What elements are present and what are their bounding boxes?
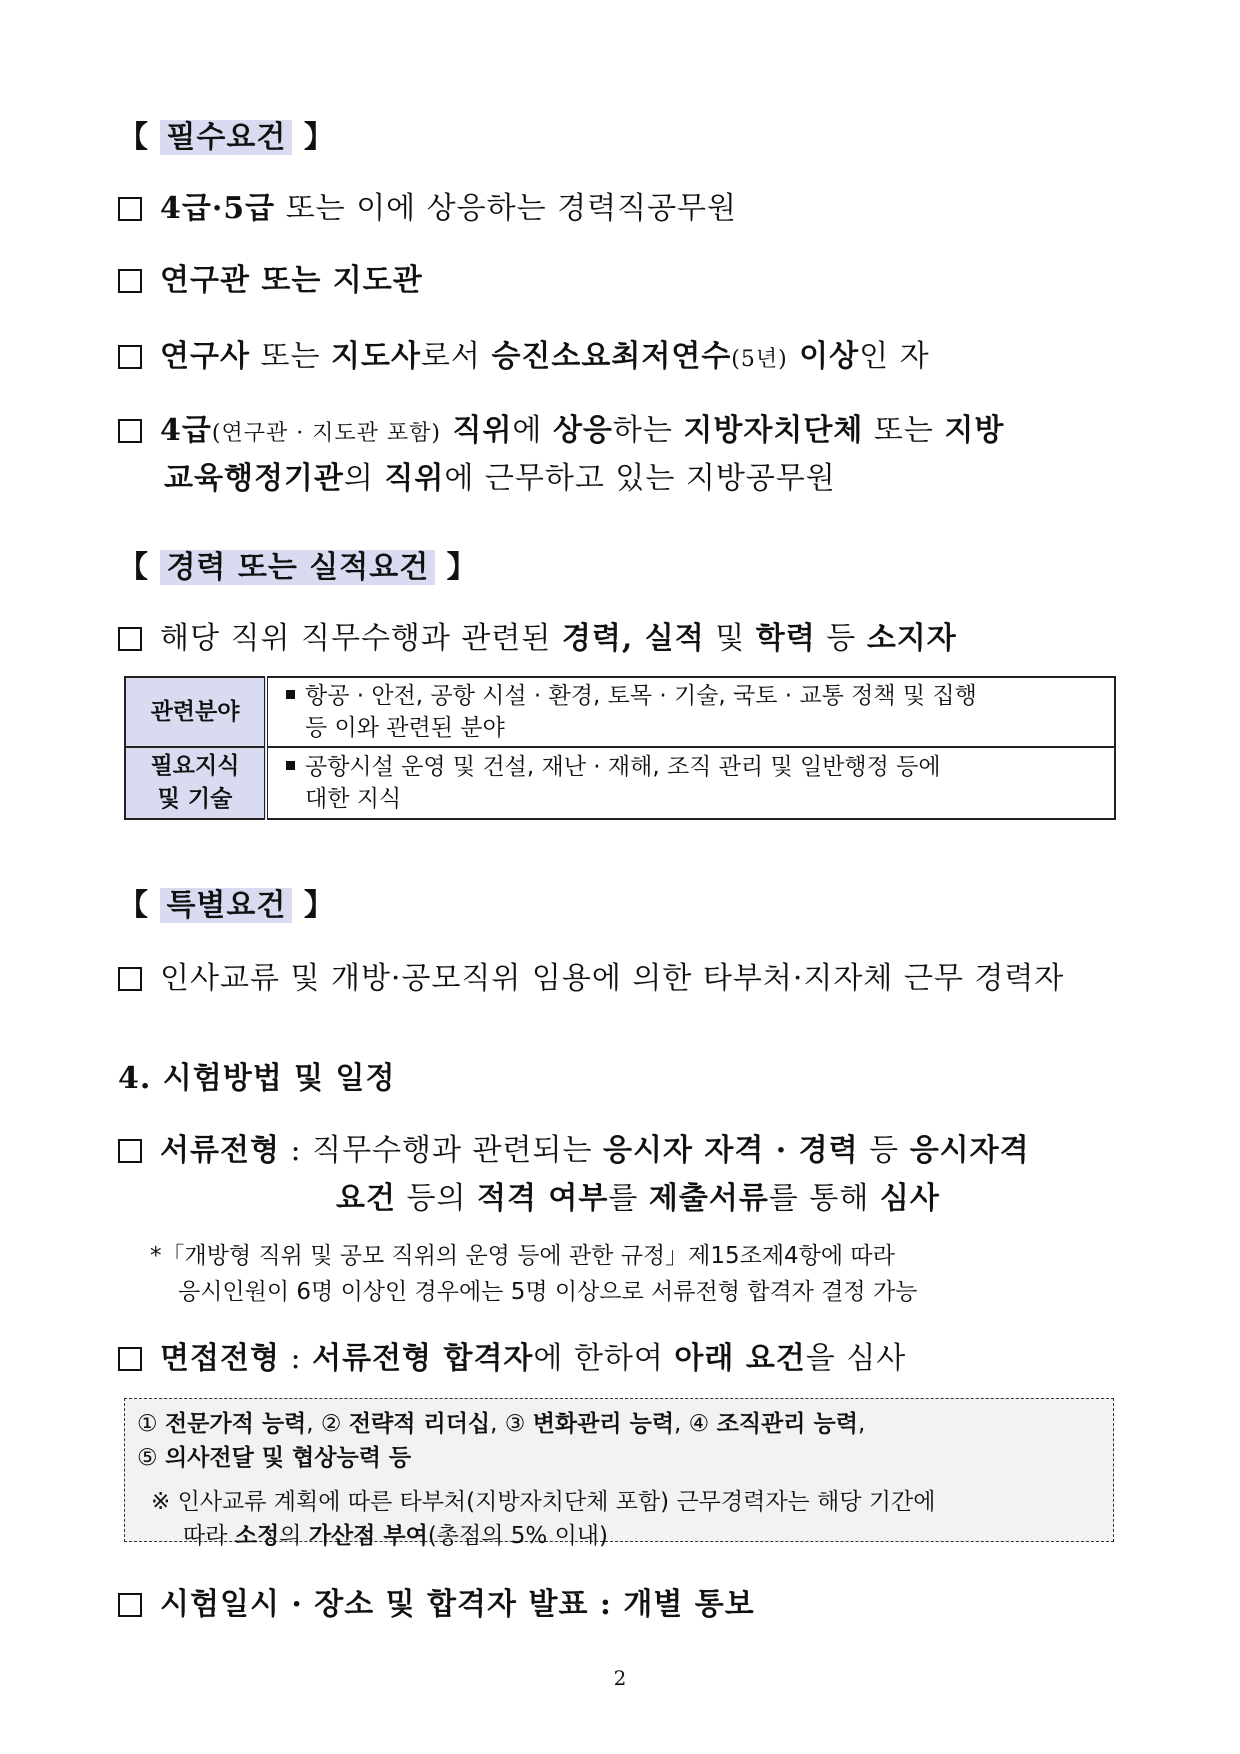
text: 의 xyxy=(343,461,385,496)
bold-text: 면접전형 xyxy=(160,1341,280,1376)
checkbox-icon xyxy=(118,1347,142,1371)
bold-text: 응시자격 xyxy=(909,1133,1030,1168)
bold-text: 조직관리 능력 xyxy=(716,1411,858,1437)
schedule-item xyxy=(118,1582,755,1628)
text: , xyxy=(857,1411,866,1437)
criteria-line-2 xyxy=(137,1441,1101,1475)
checkbox-icon xyxy=(118,1139,142,1163)
table-label-field xyxy=(125,677,266,747)
section-heading-exam: 4. 시험방법 및 일정 xyxy=(118,1061,396,1096)
bold-text: 지방 xyxy=(944,413,1005,448)
footnote-line-1: *「개방형 직위 및 공모 직위의 운영 등에 관한 규정」제15조제4항에 따라 xyxy=(150,1243,895,1269)
text: 따라 xyxy=(183,1523,235,1549)
interview-criteria-box xyxy=(124,1398,1114,1549)
checkbox-icon xyxy=(118,1593,142,1617)
text: 에 근무하고 있는 지방공무원 xyxy=(444,461,836,496)
special-item xyxy=(118,956,1064,1002)
bold-text: 학력 xyxy=(755,621,816,656)
bold-text: 의사전달 및 협상능력 등 xyxy=(164,1445,412,1471)
label-text: 및 기술 xyxy=(157,786,233,812)
text: , ④ xyxy=(674,1411,717,1437)
label-text: 관련분야 xyxy=(150,698,240,725)
section-heading-special: 【 특별요건 】 xyxy=(118,888,335,923)
table-value-skills xyxy=(266,747,1115,819)
bold-text: 응시자 자격 · 경력 xyxy=(603,1133,859,1168)
bullet-icon xyxy=(286,690,295,699)
career-item xyxy=(118,616,957,662)
value-text: 대한 지식 xyxy=(305,786,402,812)
text: 등의 xyxy=(395,1181,478,1216)
text: 등 xyxy=(858,1133,910,1168)
document-screening xyxy=(118,1128,1030,1174)
text: 을 심사 xyxy=(805,1341,907,1376)
required-item-3 xyxy=(118,334,930,383)
table-row xyxy=(125,747,1115,819)
checkbox-icon xyxy=(118,967,142,991)
text: , ③ xyxy=(490,1411,533,1437)
value-text: 등 이와 관련된 분야 xyxy=(305,715,505,741)
text: 인사교류 및 개방·공모직위 임용에 의한 타부처·지자체 근무 경력자 xyxy=(160,961,1065,996)
bold-text: 승진소요최저연수 xyxy=(491,339,732,374)
bold-text: 상응 xyxy=(552,413,613,448)
bold-text: 아래 요건 xyxy=(674,1341,806,1376)
checkbox-icon xyxy=(118,345,142,369)
criteria-note-line-2 xyxy=(137,1519,1101,1553)
text: : 직무수행과 관련되는 xyxy=(279,1133,603,1168)
text: 로서 xyxy=(420,339,492,374)
bold-text: 소지자 xyxy=(866,621,957,656)
text: 에 xyxy=(512,413,553,448)
label-text: 필요지식 xyxy=(150,753,240,779)
bold-text: 교육행정기관 xyxy=(164,461,344,496)
small-text: (5년) xyxy=(731,347,788,372)
text: 인 자 xyxy=(859,339,930,374)
bold-text: 서류전형 합격자 xyxy=(312,1341,534,1376)
value-line xyxy=(286,680,1100,712)
required-item-2 xyxy=(118,258,423,304)
criteria-note-line-1: ※ 인사교류 계획에 따른 타부처(지방자치단체 포함) 근무경력자는 해당 기간에 xyxy=(151,1489,936,1515)
text: ⑤ xyxy=(137,1445,165,1471)
text: : xyxy=(279,1341,313,1376)
bullet-icon xyxy=(286,761,295,770)
interview-screening xyxy=(118,1336,906,1382)
heading-text: 경력 또는 실적요건 xyxy=(160,550,435,585)
bold-text: 전략적 리더십 xyxy=(348,1411,491,1437)
text: 의 xyxy=(279,1523,309,1549)
value-line xyxy=(286,783,1100,815)
text: 를 xyxy=(608,1181,649,1216)
bold-text: 경력, 실적 xyxy=(561,621,705,656)
criteria-line-1 xyxy=(137,1407,1101,1441)
checkbox-icon xyxy=(118,419,142,443)
bold-text: 연구관 또는 지도관 xyxy=(160,263,423,298)
table-label-skills xyxy=(125,747,266,819)
required-item-4 xyxy=(118,408,1004,457)
bold-text: 제출서류 xyxy=(648,1181,769,1216)
checkbox-icon xyxy=(118,627,142,651)
spacer xyxy=(137,1475,1101,1485)
bold-text: 전문가적 능력 xyxy=(164,1411,307,1437)
text: 및 xyxy=(704,621,756,656)
text: 에 한하여 xyxy=(533,1341,675,1376)
value-line xyxy=(286,712,1100,744)
checkbox-icon xyxy=(118,269,142,293)
heading-text: 특별요건 xyxy=(160,888,292,923)
text: 또는 이에 상응하는 경력직공무원 xyxy=(275,191,738,226)
required-item-1 xyxy=(118,186,737,232)
heading-text: 필수요건 xyxy=(160,120,292,155)
text: 또는 xyxy=(863,413,945,448)
value-line xyxy=(286,751,1100,783)
text: (총점의 5% 이내) xyxy=(427,1523,608,1549)
value-text: 항공 · 안전, 공항 시설 · 환경, 토목 · 기술, 국토 · 교통 정책 및 집행 xyxy=(305,683,977,709)
text: ① xyxy=(137,1411,165,1437)
bold-text: 시험일시 · 장소 및 합격자 발표 : 개별 통보 xyxy=(160,1587,755,1622)
table-value-field xyxy=(266,677,1115,747)
requirements-table xyxy=(124,676,1116,820)
bold-text: 연구사 xyxy=(160,339,250,374)
bold-text: 이상 xyxy=(787,339,860,374)
footnote-line-2: 응시인원이 6명 이상인 경우에는 5명 이상으로 서류전형 합격자 결정 가능 xyxy=(178,1279,918,1305)
bold-text: 지도사 xyxy=(331,339,421,374)
text: , ② xyxy=(306,1411,349,1437)
text: 를 통해 xyxy=(768,1181,880,1216)
required-item-4-continued xyxy=(164,456,836,502)
document-screening-continued xyxy=(336,1176,940,1222)
section-heading-required: 【 필수요건 】 xyxy=(118,120,335,155)
bold-text: 직위 xyxy=(384,461,445,496)
bold-text: 소정 xyxy=(234,1523,280,1549)
bold-text: 가산점 부여 xyxy=(308,1523,428,1549)
bold-text: 변화관리 능력 xyxy=(532,1411,675,1437)
bold-text: 심사 xyxy=(879,1181,940,1216)
text: 등 xyxy=(815,621,867,656)
value-text: 공항시설 운영 및 건설, 재난 · 재해, 조직 관리 및 일반행정 등에 xyxy=(305,754,941,780)
page-number: 2 xyxy=(613,1666,627,1690)
bold-text: 서류전형 xyxy=(160,1133,280,1168)
bold-text: 직위 xyxy=(441,413,513,448)
bold-text: 4급·5급 xyxy=(160,191,276,226)
bold-text: 4급 xyxy=(160,413,212,448)
bold-text: 적격 여부 xyxy=(477,1181,609,1216)
bold-text: 지방자치단체 xyxy=(683,413,864,448)
section-heading-career: 【 경력 또는 실적요건 】 xyxy=(118,550,478,585)
checkbox-icon xyxy=(118,197,142,221)
text: 또는 xyxy=(249,339,331,374)
text: 해당 직위 직무수행과 관련된 xyxy=(160,621,562,656)
small-text: (연구관 · 지도관 포함) xyxy=(211,421,442,446)
bold-text: 요건 xyxy=(336,1181,396,1216)
text: 하는 xyxy=(612,413,684,448)
table-row xyxy=(125,677,1115,747)
